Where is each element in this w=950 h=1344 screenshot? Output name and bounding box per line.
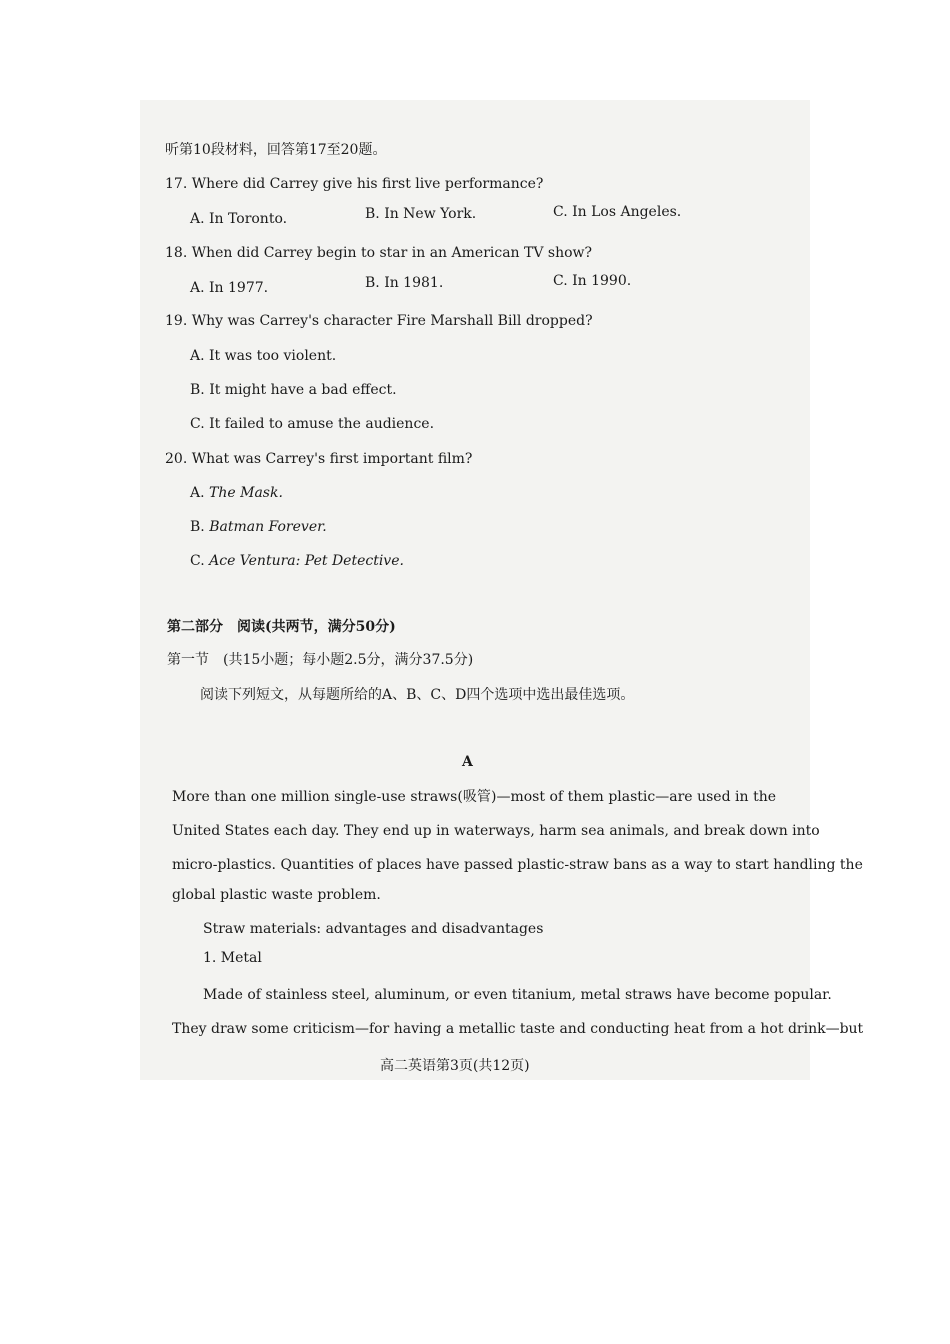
paragraph-line: They draw some criticism—for having a metallic taste and conducting heat from a hot drink—but [172,1021,864,1037]
option-20a: A. The Mask. [190,485,283,501]
listening-instruction: 听第10段材料，回答第17至20题。 [165,142,387,158]
question-20: 20. What was Carrey's first important film? [165,451,473,467]
option-17a: A. In Toronto. [190,211,288,227]
part-two-title: 第二部分 阅读(共两节，满分50分) [167,619,396,635]
option-19c: C. It failed to amuse the audience. [190,416,435,432]
paragraph-line: global plastic waste problem. [172,887,381,903]
section-one-title: 第一节 (共15小题；每小题2.5分，满分37.5分) [167,652,474,668]
option-18c: C. In 1990. [553,273,632,289]
paragraph-line: micro-plastics. Quantities of places have passed plastic-straw bans as a way to start handling the [172,857,863,873]
page-footer: 高二英语第3页(共12页) [380,1058,530,1074]
option-20b: B. Batman Forever. [190,519,327,535]
passage-label: A [462,754,473,770]
question-17: 17. Where did Carrey give his first live performance? [165,176,544,192]
question-19: 19. Why was Carrey's character Fire Marshall Bill dropped? [165,313,593,329]
option-17b: B. In New York. [365,206,477,222]
option-17c: C. In Los Angeles. [553,204,682,220]
option-19a: A. It was too violent. [190,348,337,364]
paragraph-line: United States each day. They end up in waterways, harm sea animals, and break down into [172,823,820,839]
item-metal: 1. Metal [203,950,262,966]
question-18: 18. When did Carrey begin to star in an American TV show? [165,245,593,261]
option-18a: A. In 1977. [190,280,269,296]
paragraph-line: Made of stainless steel, aluminum, or even titanium, metal straws have become popular. [203,987,832,1003]
paragraph-line: More than one million single-use straws(吸管)—most of them plastic—are used in the [172,789,776,805]
option-19b: B. It might have a bad effect. [190,382,397,398]
reading-instruction: 阅读下列短文，从每题所给的A、B、C、D四个选项中选出最佳选项。 [200,687,635,703]
option-20c: C. Ace Ventura: Pet Detective. [190,553,404,569]
option-18b: B. In 1981. [365,275,444,291]
subheading: Straw materials: advantages and disadvantages [203,921,544,937]
